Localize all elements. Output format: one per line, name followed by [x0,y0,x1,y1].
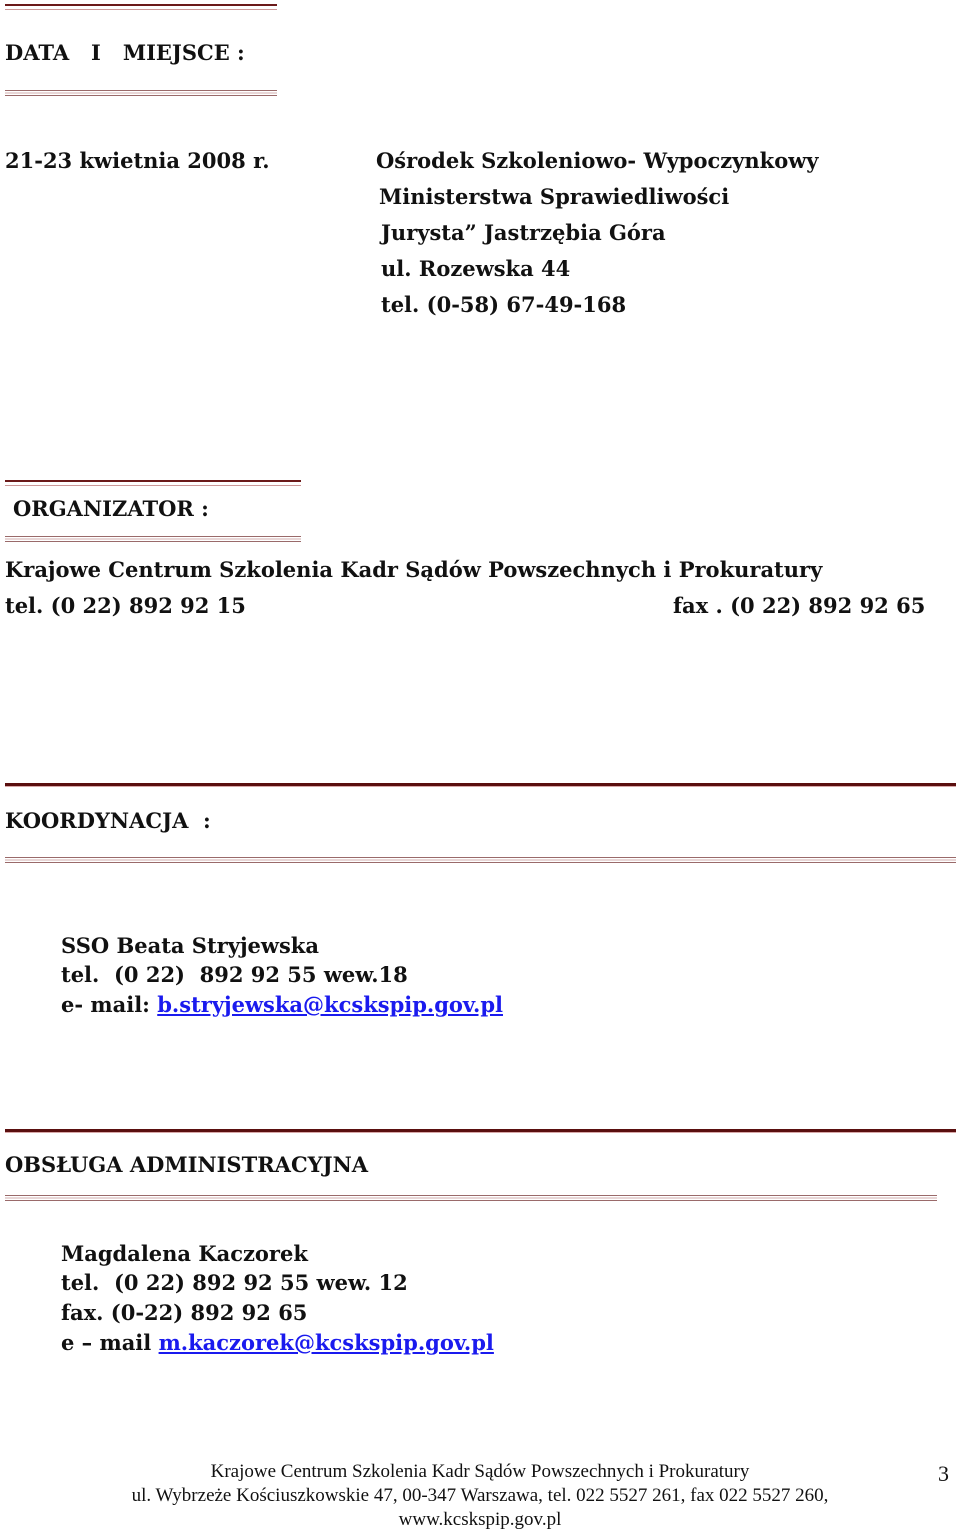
organizer-tel: tel. (0 22) 892 92 15 [5,593,246,618]
admin-fax: fax. (0-22) 892 92 65 [61,1300,308,1325]
admin-email-row [61,1331,494,1355]
divider [5,783,956,787]
coordinator-tel: tel. (0 22) 892 92 55 wew.18 [61,962,408,987]
divider [5,4,277,10]
divider [5,1129,956,1133]
date-place-heading: DATA I MIEJSCE : [5,40,245,65]
coordinator-email-row [61,993,503,1017]
place-line: Ministerstwa Sprawiedliwości [379,184,730,209]
divider [5,1195,937,1201]
organizer-heading: ORGANIZATOR : [13,496,209,521]
admin-tel: tel. (0 22) 892 92 55 wew. 12 [61,1270,408,1295]
page-number: 3 [938,1461,949,1486]
footer-line-2: ul. Wybrzeże Kościuszkowskie 47, 00-347 Warszawa, tel. 022 5527 261, fax 022 5527 260, [131,1485,829,1506]
admin-email-link[interactable]: m.kaczorek@kcskspip.gov.pl [158,1330,494,1355]
admin-name: Magdalena Kaczorek [61,1241,308,1266]
divider [5,536,301,542]
place-line: tel. (0-58) 67-49-168 [381,292,627,317]
coordinator-email-link[interactable]: b.stryjewska@kcskspip.gov.pl [157,992,503,1017]
coordinator-name: SSO Beata Stryjewska [61,933,319,958]
email-label: e – mail [61,1330,159,1355]
organizer-name: Krajowe Centrum Szkolenia Kadr Sądów Powszechnych i Prokuratury [5,557,823,582]
place-line: Jurysta” Jastrzębia Góra [381,220,666,245]
divider [5,480,301,486]
organizer-fax: fax . (0 22) 892 92 65 [673,593,926,618]
footer-line-3: www.kcskspip.gov.pl [398,1509,562,1530]
admin-heading: OBSŁUGA ADMINISTRACYJNA [5,1152,369,1177]
footer-line-1: Krajowe Centrum Szkolenia Kadr Sądów Powszechnych i Prokuratury [210,1461,750,1482]
place-line: Ośrodek Szkoleniowo- Wypoczynkowy [376,148,819,173]
email-label: e- mail: [61,992,158,1017]
divider [5,90,277,96]
coordination-heading: KOORDYNACJA : [5,808,211,833]
place-line: ul. Rozewska 44 [381,256,571,281]
event-date: 21-23 kwietnia 2008 r. [5,148,270,173]
divider [5,857,956,863]
